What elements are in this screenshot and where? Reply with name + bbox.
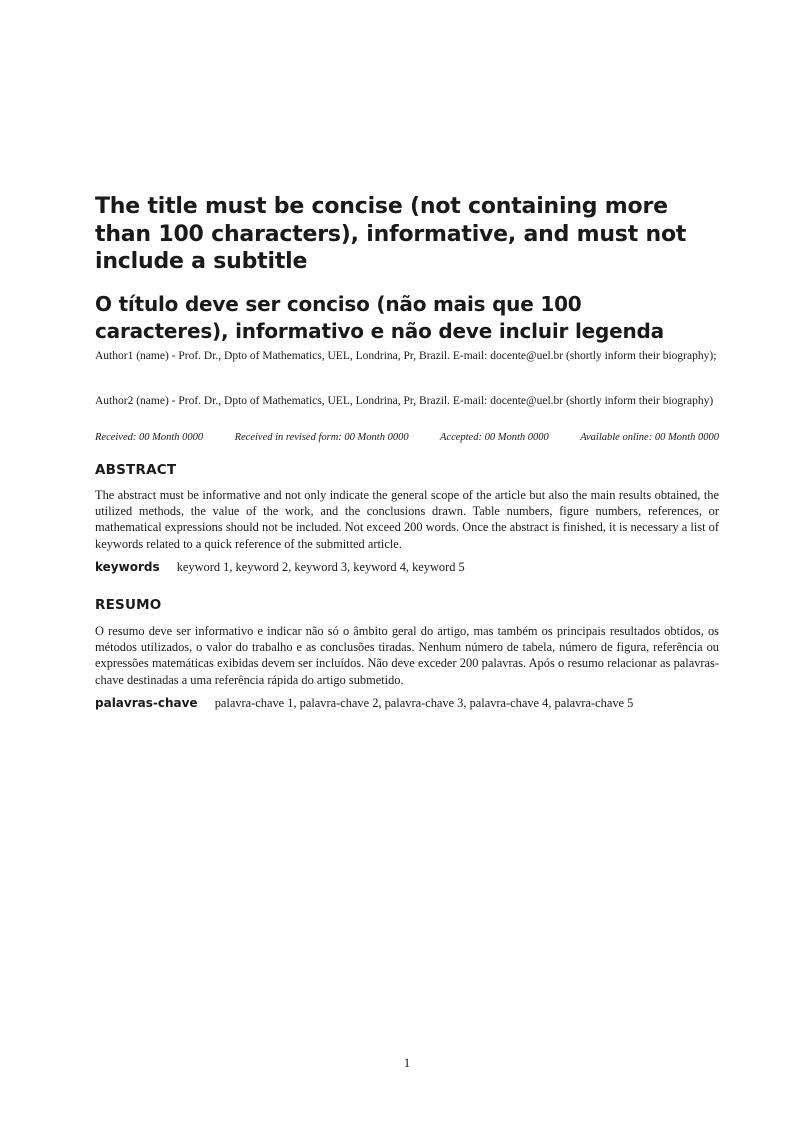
resumo-text: O resumo deve ser informativo e indicar não só o âmbito geral do artigo, mas também os principais resultados obtidos, os métodos utilizados, o valor do trabalho e as conclusões tiradas. Nenhum número de tabela, número de figura, referência ou expressões matemáticas exibidas devem ser incluídos. Não deve exceder 200 palavras. Após o resumo relacionar as palavras-chave destinadas a uma referência rápida do artigo submetido. xyxy=(95,624,719,687)
author-1: Author1 (name) - Prof. Dr., Dpto of Mathematics, UEL, Londrina, Pr, Brazil. E-mail: docente@uel.br (shortly inform their biography); xyxy=(95,350,717,362)
abstract-heading: ABSTRACT xyxy=(95,462,177,478)
date-online: Available online: 00 Month 0000 xyxy=(580,432,719,443)
paper-page xyxy=(95,0,719,1123)
date-received: Received: 00 Month 0000 xyxy=(95,432,204,443)
date-accepted: Accepted: 00 Month 0000 xyxy=(440,432,549,443)
keywords-label: keywords xyxy=(95,560,160,574)
author-2: Author2 (name) - Prof. Dr., Dpto of Mathematics, UEL, Londrina, Pr, Brazil. E-mail: docente@uel.br (shortly inform their biography) xyxy=(95,395,714,407)
keywords-list: keyword 1, keyword 2, keyword 3, keyword 4, keyword 5 xyxy=(176,560,465,574)
keywords-row xyxy=(95,559,719,575)
article-dates xyxy=(95,431,719,445)
palavras-chave-label: palavras-chave xyxy=(95,696,198,710)
date-revised: Received in revised form: 00 Month 0000 xyxy=(234,432,409,443)
abstract-text: The abstract must be informative and not only indicate the general scope of the article but also the main results obtained, the utilized methods, the value of the work, and the conclusions drawn. Table numbers, figure numbers, references, or mathematical expressions should not be included. Not exceed 200 words. Once the abstract is finished, it is necessary a list of keywords related to a quick reference of the submitted article. xyxy=(95,488,719,551)
resumo-heading: RESUMO xyxy=(95,597,162,613)
palavras-chave-row xyxy=(95,695,719,711)
title-english: The title must be concise (not containing more than 100 characters), informative, and must not include a subtitle xyxy=(95,194,687,274)
palavras-chave-list: palavra-chave 1, palavra-chave 2, palavra-chave 3, palavra-chave 4, palavra-chave 5 xyxy=(214,696,634,710)
title-portuguese: O título deve ser conciso (não mais que 100 caracteres), informativo e não deve incluir legenda xyxy=(95,292,664,343)
page-number: 1 xyxy=(403,1055,411,1070)
